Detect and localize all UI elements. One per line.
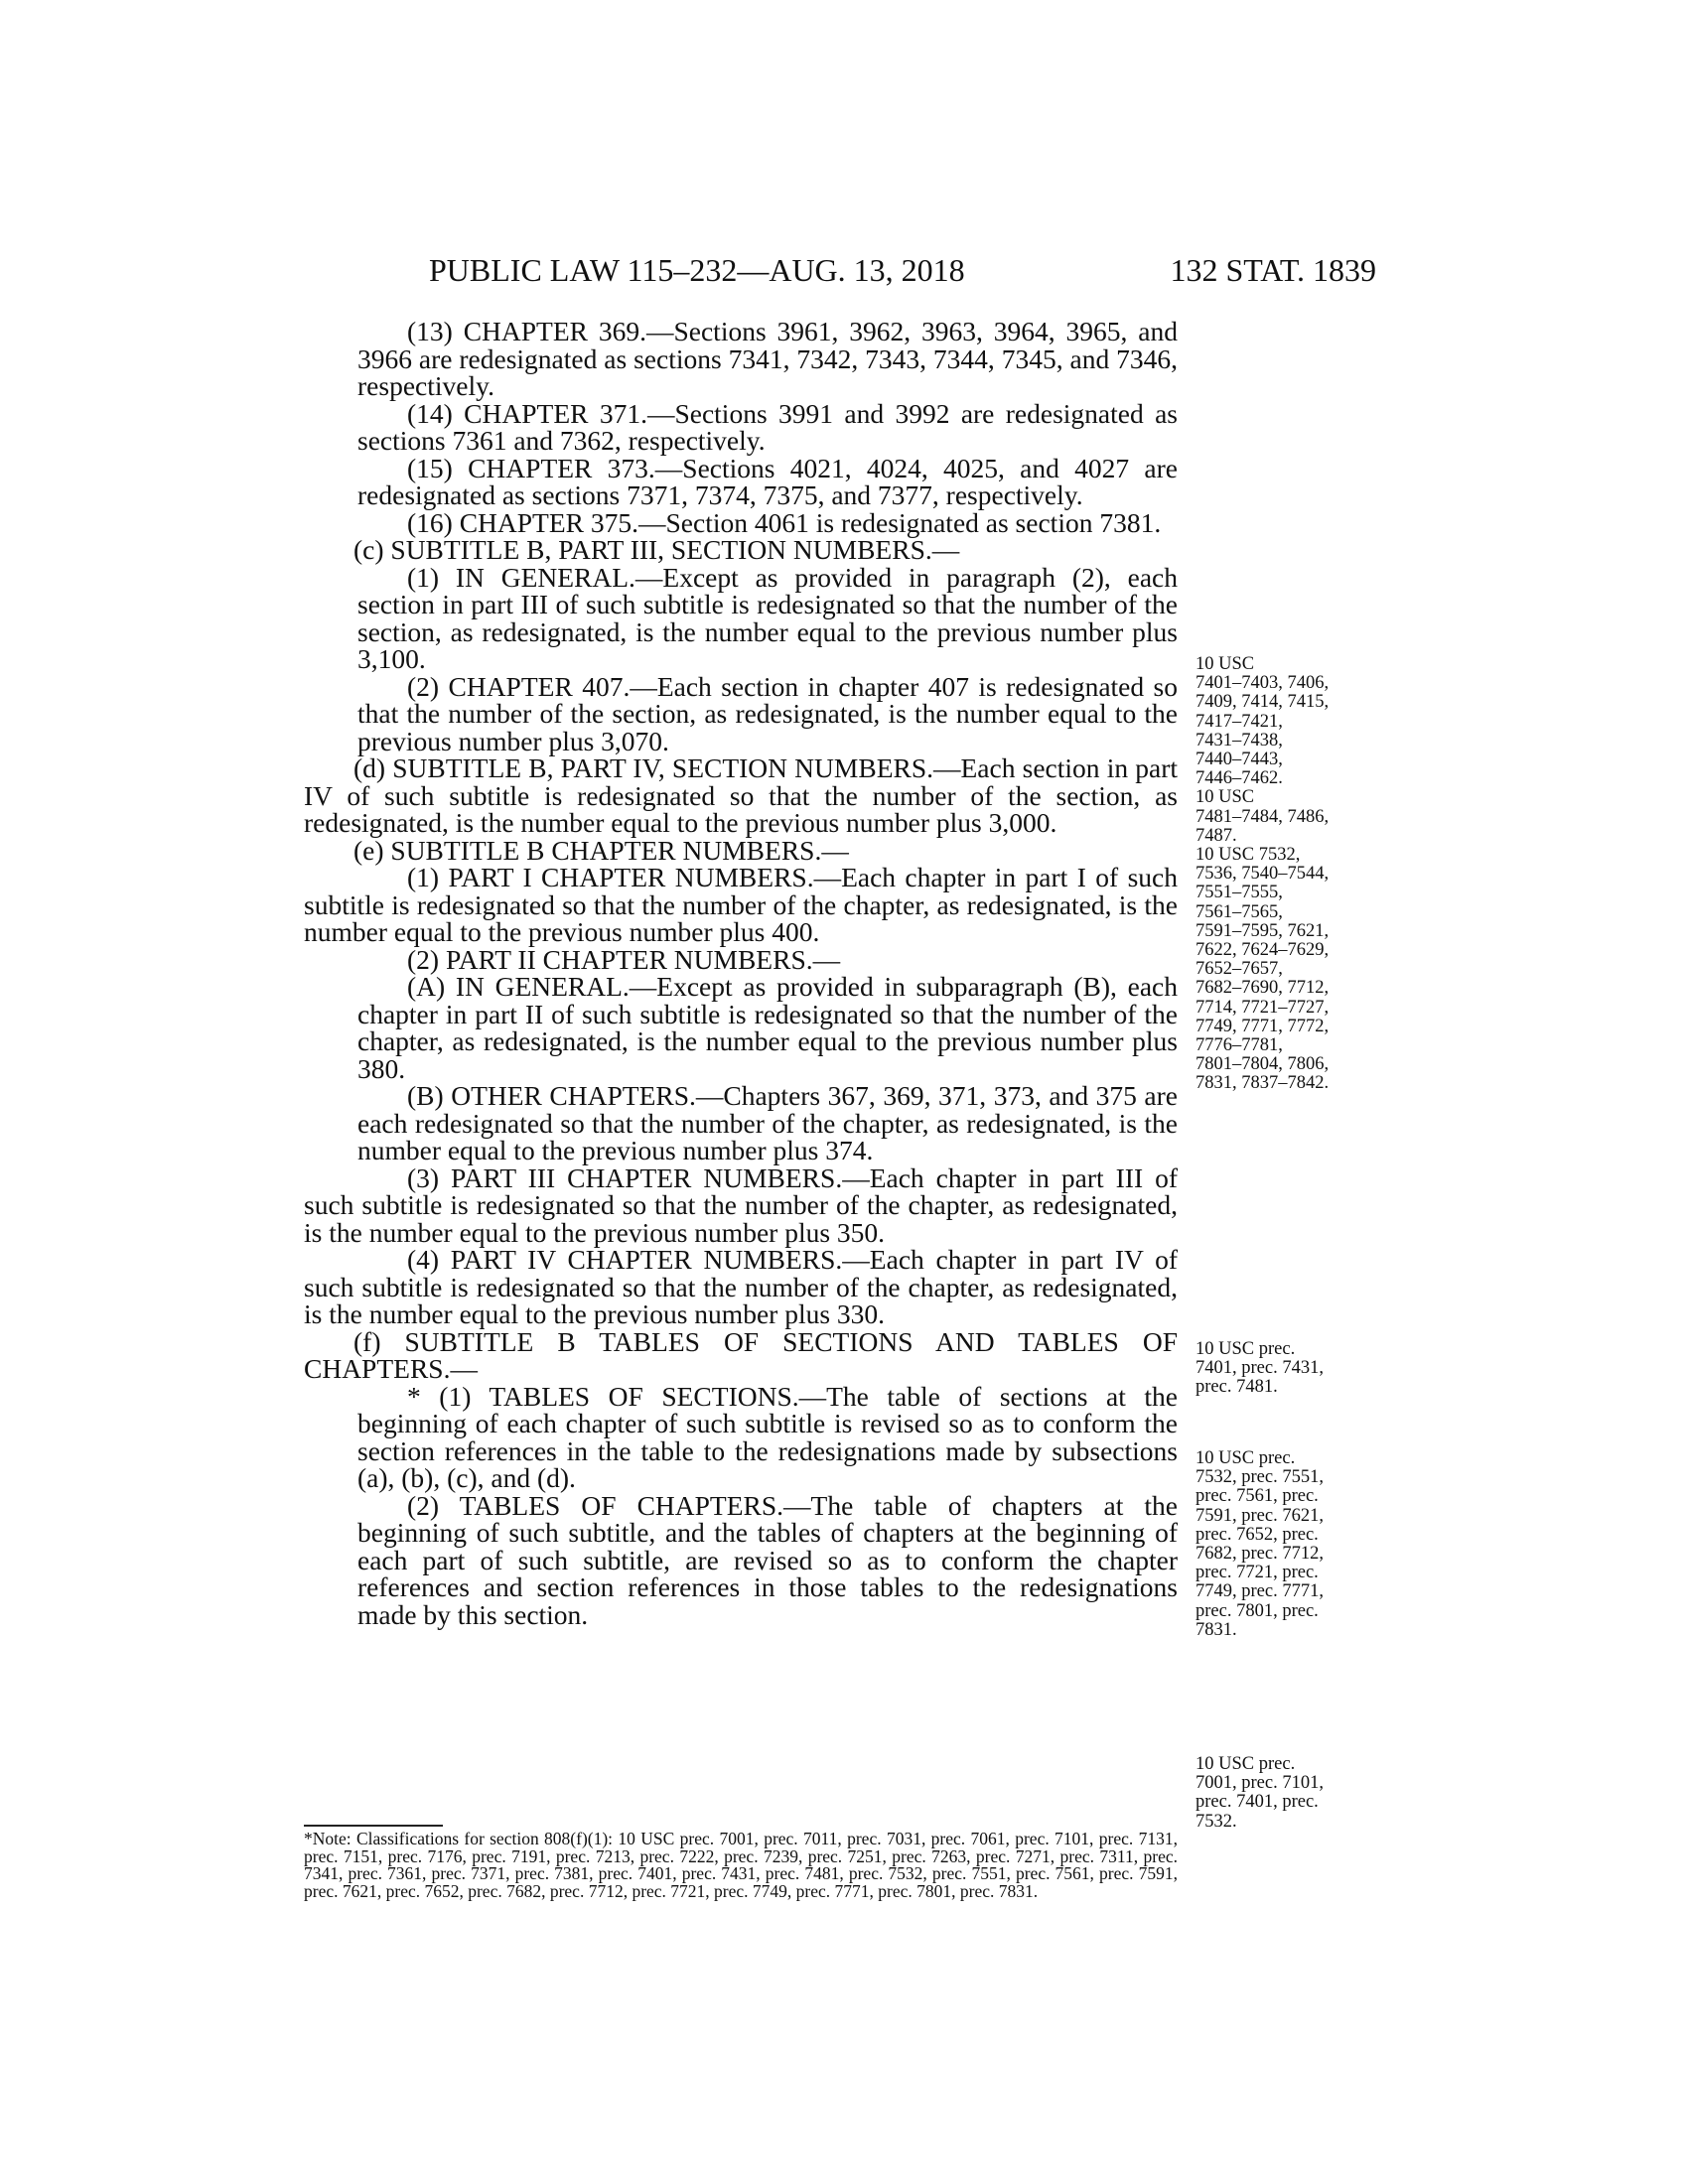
footnote-divider (304, 1825, 443, 1827)
subsection-e-4: (4) PART IV CHAPTER NUMBERS.—Each chapter in part IV of such subtitle is redesignated so that the number of the chapter, as redesignated, is the number equal to the previous number plus 330. (304, 1244, 1178, 1329)
header-title: PUBLIC LAW 115–232—AUG. 13, 2018 (429, 252, 965, 288)
margin-note-section-numbers: 10 USC 7401–7403, 7406, 7409, 7414, 7415, 7417–7421, 7431–7438, 7440–7443, 7446–7462. 10 USC 7481–7484, 7486, 7487. 10 USC 7532, 7536, 7540–7544, 7551–7555, 7561–7565, 7591–7595, 7621, 7622, 7624–7629, 7652–7657, 7682–7690, 7712, 7714, 7721–7727, 7749, 7771, 7772, 7776–7781, 7801–7804, 7806, 7831, 7837–7842. (1196, 654, 1330, 1094)
subsection-d: (d) SUBTITLE B, PART IV, SECTION NUMBERS.—Each section in part IV of such subtitle is redesignated so that the number of the section, as redesignated, is the number equal to the previous number plus 3,000. (304, 752, 1178, 838)
subsection-f-heading: (f) SUBTITLE B TABLES OF SECTIONS AND TABLES OF CHAPTERS.— (304, 1325, 1178, 1384)
margin-note-part-iii-chapters: 10 USC prec. 7401, prec. 7431, prec. 7481. (1196, 1339, 1324, 1398)
paragraph-13: (13) CHAPTER 369.—Sections 3961, 3962, 3963, 3964, 3965, and 3966 are redesignated as sections 7341, 7342, 7343, 7344, 7345, and 7346, respectively. (357, 316, 1178, 401)
paragraph-14: (14) CHAPTER 371.—Sections 3991 and 3992 are redesignated as sections 7361 and 7362, respectively. (357, 397, 1178, 456)
subsection-e-3: (3) PART III CHAPTER NUMBERS.—Each chapter in part III of such subtitle is redesignated so that the number of the chapter, as redesignated, is the number equal to the previous number plus 350. (304, 1161, 1178, 1248)
footnote: *Note: Classifications for section 808(f)(1): 10 USC prec. 7001, prec. 7011, prec. 7031, prec. 7061, prec. 7101, prec. 7131, prec. 7151, prec. 7176, prec. 7191, prec. 7213, prec. 7222, prec. 7239, prec. 7251, prec. 7263, prec. 7271, prec. 7311, prec. 7341, prec. 7361, prec. 7371, prec. 7381, prec. 7401, prec. 7431, prec. 7481, prec. 7532, prec. 7551, prec. 7561, prec. 7591, prec. 7621, prec. 7652, prec. 7682, prec. 7712, prec. 7721, prec. 7749, prec. 7771, prec. 7801, prec. 7831. (304, 1829, 1178, 1901)
page-header (429, 250, 1376, 290)
subsection-c-1: (1) IN GENERAL.—Except as provided in paragraph (2), each section in part III of such subtitle is redesignated so that the number of the section, as redesignated, is the number equal to the previous number plus 3,100. (357, 561, 1178, 674)
margin-note-tables-of-chapters: 10 USC prec. 7001, prec. 7101, prec. 7401, prec. 7532. (1196, 1754, 1324, 1832)
subsection-e-1: (1) PART I CHAPTER NUMBERS.—Each chapter in part I of such subtitle is redesignated so that the number of the chapter, as redesignated, is the number equal to the previous number plus 400. (304, 862, 1178, 947)
paragraph-16: (16) CHAPTER 375.—Section 4061 is redesignated as section 7381. (407, 506, 1162, 538)
subsection-f-2: (2) TABLES OF CHAPTERS.—The table of chapters at the beginning of such subtitle, and the tables of chapters at the beginning of each part of such subtitle, are revised so as to conform the chapter references and section references in those tables to the redesignations made by this section. (357, 1489, 1178, 1630)
header-stat-page: 132 STAT. 1839 (1170, 252, 1376, 288)
subsection-e-heading: (e) SUBTITLE B CHAPTER NUMBERS.— (353, 834, 849, 866)
body-text (304, 318, 1178, 1628)
margin-note-part-iv-chapters: 10 USC prec. 7532, prec. 7551, prec. 7561, prec. 7591, prec. 7621, prec. 7652, prec. 7682, prec. 7712, prec. 7721, prec. 7749, prec. 7771, prec. 7801, prec. 7831. (1196, 1448, 1324, 1640)
paragraph-15: (15) CHAPTER 373.—Sections 4021, 4024, 4025, and 4027 are redesignated as sections 7371, 7374, 7375, and 7377, respectively. (357, 452, 1178, 510)
subsection-c-heading: (c) SUBTITLE B, PART III, SECTION NUMBERS.— (353, 534, 960, 565)
subsection-f-1: * (1) TABLES OF SECTIONS.—The table of sections at the beginning of each chapter of such subtitle is revised so as to conform the section references in the table to the redesignations made by subsections (a), (b), (c), and (d). (357, 1380, 1178, 1493)
subsection-e-2-heading: (2) PART II CHAPTER NUMBERS.— (407, 943, 841, 975)
subsection-c-2: (2) CHAPTER 407.—Each section in chapter 407 is redesignated so that the number of the section, as redesignated, is the number equal to the previous number plus 3,070. (357, 670, 1178, 756)
subsection-e-2-a: (A) IN GENERAL.—Except as provided in subparagraph (B), each chapter in part II of such subtitle is redesignated so that the number of the chapter, as redesignated, is the number equal to the previous number plus 380. (357, 971, 1178, 1084)
subsection-e-2-b: (B) OTHER CHAPTERS.—Chapters 367, 369, 371, 373, and 375 are each redesignated so that the number of the chapter, as redesignated, is the number equal to the previous number plus 374. (357, 1080, 1178, 1165)
